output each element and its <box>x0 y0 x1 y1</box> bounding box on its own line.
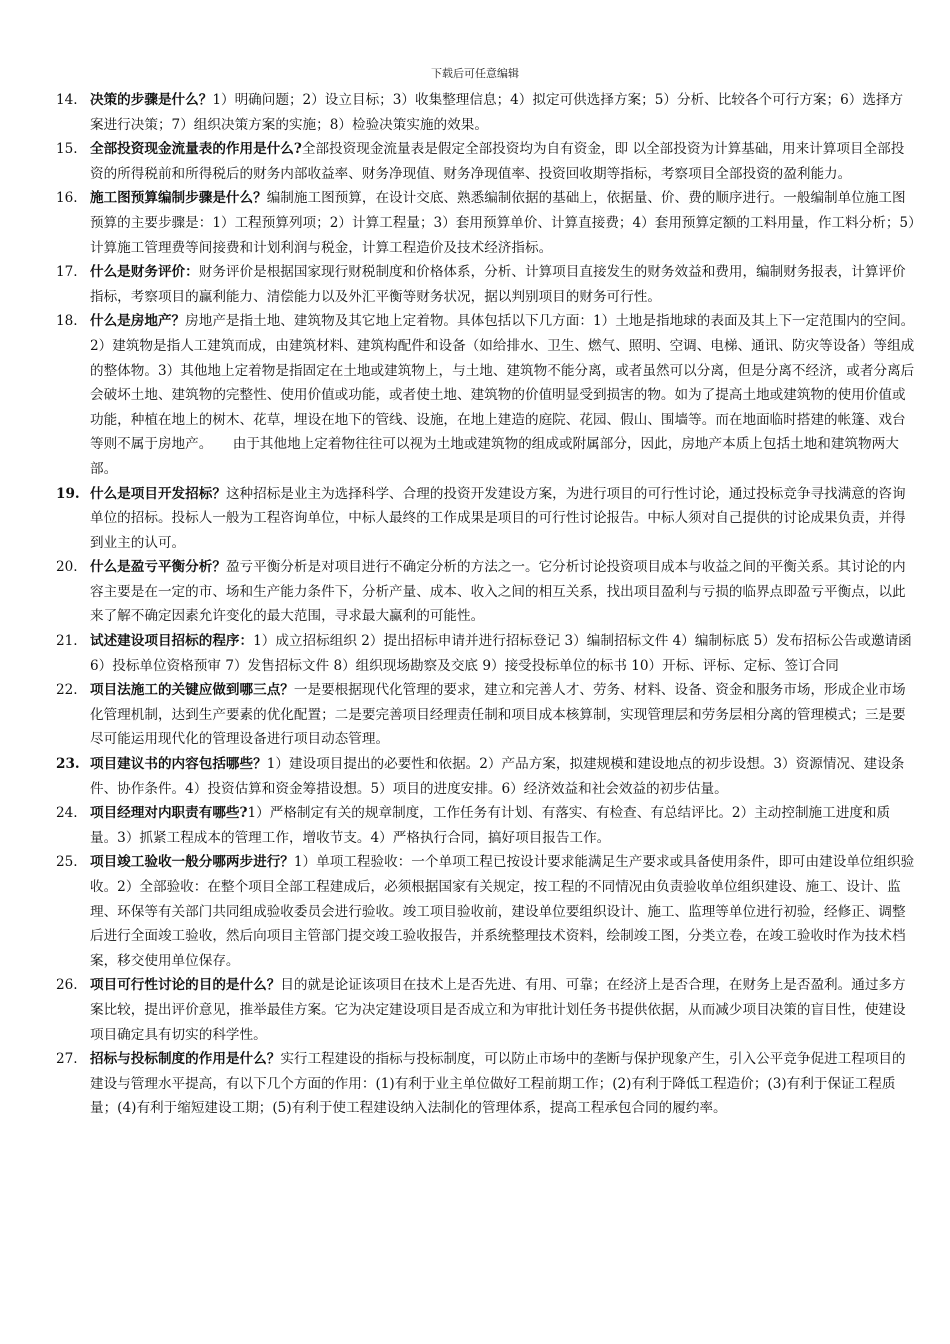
qa-item <box>56 186 916 260</box>
answer: 全部投资现金流量表是假定全部投资均为自有资金，即 以全部投资为计算基础，用来计算项目全部投资的所得税前和所得税后的财务内部收益率、财务净现值、财务净现值率、投资回收期等指标，考察项目全部投资的盈利能力。 <box>90 141 905 182</box>
question: 项目建议书的内容包括哪些？ <box>90 756 267 773</box>
qa-item <box>56 260 916 309</box>
answer: 1）明确问题；2）设立目标；3）收集整理信息；4）拟定可供选择方案；5）分析、比较各个可行方案；6）选择方案进行决策；7）组织决策方案的实施；8）检验决策实施的效果。 <box>90 92 904 133</box>
item-number: 24. <box>56 805 78 822</box>
qa-item <box>56 752 916 801</box>
question: 项目可行性讨论的目的是什么？ <box>90 977 281 994</box>
item-number: 17. <box>56 264 78 281</box>
qa-list <box>56 88 916 1121</box>
question: 什么是项目开发招标？ <box>90 485 226 502</box>
item-number: 23. <box>56 756 80 773</box>
question: 决策的步骤是什么？ <box>90 92 213 108</box>
answer: 1）严格制定有关的规章制度，工作任务有计划、有落实、有检查、有总结评比。2）主动控制施工进度和质量。3）抓紧工程成本的管理工作，增收节支。4）严格执行合同，搞好项目报告工作。 <box>90 805 891 846</box>
qa-item <box>56 629 916 678</box>
question: 什么是房地产？ <box>90 313 186 330</box>
question: 招标与投标制度的作用是什么？ <box>90 1051 281 1068</box>
answer: 这种招标是业主为选择科学、合理的投资开发建设方案，为进行项目的可行性讨论，通过投标竞争寻找满意的咨询单位的招标。投标人一般为工程咨询单位，中标人最终的工作成果是项目的可行性讨论报告。中标人须对自己提供的讨论成果负责，并得到业主的认可。 <box>90 485 906 551</box>
answer: 编制施工图预算，在设计交底、熟悉编制依据的基础上，依据量、价、费的顺序进行。一般编制单位施工图预算的主要步骤是：1）工程预算列项；2）计算工程量；3）套用预算单价、计算直接费；4）套用预算定额的工料用量，作工料分析；5）计算施工管理费等间接费和计划利润与税金，计算工程造价及技术经济指标。 <box>90 190 915 256</box>
answer: 房地产是指土地、建筑物及其它地上定着物。具体包括以下几方面：1）土地是指地球的表面及其上下一定范围内的空间。2）建筑物是指人工建筑而成，由建筑材料、建筑构配件和设备（如给排水、卫生、燃气、照明、空调、电梯、通讯、防灾等设备）等组成的整体物。3）其他地上定着物是指固定在土地或建筑物上，与土地、建筑物不能分离，或者虽然可以分离，但是分离不经济，或者分离后会破坏土地、建筑物的完整性、使用价值或功能，或者使土地、建筑物的价值明显受到损害的物。如为了提高土地或建筑物的使用价值或功能，种植在地上的树木、花草，埋设在地下的管线、设施，在地上建造的庭院、花园、假山、围墙等。而在地面临时搭建的帐篷、戏台等则不属于房地产。 由于其他地上定着物往往可以视为土地或建筑物的组成或附属部分，因此，房地产本质上包括土地和建筑物两大部。 <box>90 313 915 477</box>
answer: 一是要根据现代化管理的要求，建立和完善人才、劳务、材料、设备、资金和服务市场，形成企业市场化管理机制，达到生产要素的优化配置；二是要完善项目经理责任制和项目成本核算制，实现管理层和劳务层相分离的管理模式；三是要尽可能运用现代化的管理设备进行项目动态管理。 <box>90 682 906 748</box>
answer: 1）单项工程验收：一个单项工程已按设计要求能满足生产要求或具备使用条件，即可由建设单位组织验收。2）全部验收：在整个项目全部工程建成后，必须根据国家有关规定，按工程的不同情况由负责验收单位组织建设、施工、设计、监理、环保等有关部门共同组成验收委员会进行验收。竣工项目验收前，建设单位要组织设计、施工、监理等单位进行初验，经修正、调整后进行全面竣工验收，然后向项目主管部门提交竣工验收报告，并系统整理技术资料，绘制竣工图，分类立卷，在竣工验收时作为技术档案，移交使用单位保存。 <box>90 854 915 969</box>
item-number: 19. <box>56 485 80 502</box>
qa-item <box>56 88 916 137</box>
qa-item <box>56 555 916 629</box>
question: 项目法施工的关键应做到哪三点？ <box>90 682 294 699</box>
item-number: 18. <box>56 313 78 330</box>
answer: 实行工程建设的指标与投标制度，可以防止市场中的垄断与保护现象产生，引入公平竞争促进工程项目的建设与管理水平提高，有以下几个方面的作用：(1)有利于业主单位做好工程前期工作；(2)有利于降低工程造价；(3)有利于保证工程质量；(4)有利于缩短建设工期；(5)有利于使工程建设纳入法制化的管理体系，提高工程承包合同的履约率。 <box>90 1051 906 1117</box>
item-number: 20. <box>56 559 78 576</box>
qa-item <box>56 973 916 1047</box>
answer: 财务评价是根据国家现行财税制度和价格体系，分析、计算项目直接发生的财务效益和费用，编制财务报表，计算评价指标，考察项目的赢利能力、清偿能力以及外汇平衡等财务状况，据以判别项目的财务可行性。 <box>90 264 906 305</box>
item-number: 14. <box>56 92 78 108</box>
question: 什么是盈亏平衡分析？ <box>90 559 226 576</box>
question: 什么是财务评价： <box>90 264 199 281</box>
question: 全部投资现金流量表的作用是什么? <box>90 141 302 158</box>
qa-item <box>56 137 916 186</box>
item-number: 26. <box>56 977 78 994</box>
qa-item <box>56 1047 916 1121</box>
page-header: 下载后可任意编辑 <box>431 67 519 80</box>
item-number: 27. <box>56 1051 78 1068</box>
qa-item <box>56 482 916 556</box>
question: 试述建设项目招标的程序： <box>90 633 254 650</box>
qa-item <box>56 850 916 973</box>
item-number: 15. <box>56 141 78 158</box>
item-number: 25. <box>56 854 78 871</box>
question: 项目竣工验收一般分哪两步进行？ <box>90 854 294 871</box>
item-number: 16. <box>56 190 78 207</box>
question: 施工图预算编制步骤是什么？ <box>90 190 267 207</box>
qa-item <box>56 309 916 481</box>
item-number: 21. <box>56 633 78 650</box>
answer: 1）建设项目提出的必要性和依据。2）产品方案，拟建规模和建设地点的初步设想。3）资源情况、建设条件、协作条件。4）投资估算和资金筹措设想。5）项目的进度安排。6）经济效益和社会效益的初步估量。 <box>90 756 905 797</box>
answer: 1）成立招标组织 2）提出招标申请并进行招标登记 3）编制招标文件 4）编制标底 5）发布招标公告或邀请函 6）投标单位资格预审 7）发售招标文件 8）组织现场勘察及交底 9）接受投标单位的标书 10）开标、评标、定标、签订合同 <box>90 633 912 674</box>
question: 项目经理对内职责有哪些? <box>90 805 248 822</box>
answer: 目的就是论证该项目在技术上是否先进、有用、可靠；在经济上是否合理，在财务上是否盈利。通过多方案比较，提出评价意见，推举最佳方案。它为决定建设项目是否成立和为审批计划任务书提供依据，从而减少项目决策的盲目性，使建设项目确定具有切实的科学性。 <box>90 977 906 1043</box>
item-number: 22. <box>56 682 78 699</box>
qa-item <box>56 678 916 752</box>
qa-item <box>56 801 916 850</box>
answer: 盈亏平衡分析是对项目进行不确定分析的方法之一。它分析讨论投资项目成本与收益之间的平衡关系。其讨论的内容主要是在一定的市、场和生产能力条件下，分析产量、成本、收入之间的相互关系，找出项目盈利与亏损的临界点即盈亏平衡点，以此来了解不确定因素允许变化的最大范围，寻求最大赢利的可能性。 <box>90 559 906 625</box>
